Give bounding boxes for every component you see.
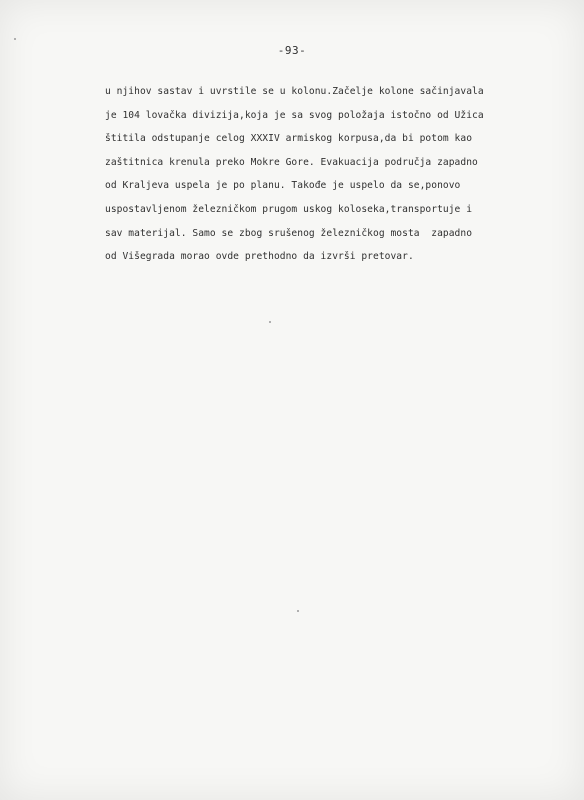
page-number: -93- — [277, 44, 307, 57]
text-line-5: od Kraljeva uspela je po planu. Takođe je uspelo da se,ponovo — [105, 180, 461, 192]
text-line-8: od Višegrada morao ovde prethodno da izvrši pretovar. — [105, 251, 414, 263]
text-line-7: sav materijal. Samo se zbog srušenog železničkog mosta zapadno — [105, 227, 473, 239]
body-paragraph — [105, 80, 575, 269]
text-line-6: uspostavljenom železničkom prugom uskog koloseka,transportuje i — [105, 203, 473, 215]
paper-speck — [14, 38, 16, 40]
text-line-1: u njihov sastav i uvrstile se u kolonu.Začelje kolone sačinjavala — [105, 86, 484, 97]
paper-speck — [297, 610, 299, 612]
paper-speck — [269, 321, 271, 323]
text-line-3: štitila odstupanje celog XXXIV armiskog korpusa,da bi potom kao — [105, 133, 473, 145]
text-line-4: zaštitnica krenula preko Mokre Gore. Evakuacija područja zapadno — [105, 156, 478, 168]
text-line-2: je 104 lovačka divizija,koja je sa svog položaja istočno od Užica — [105, 109, 484, 121]
